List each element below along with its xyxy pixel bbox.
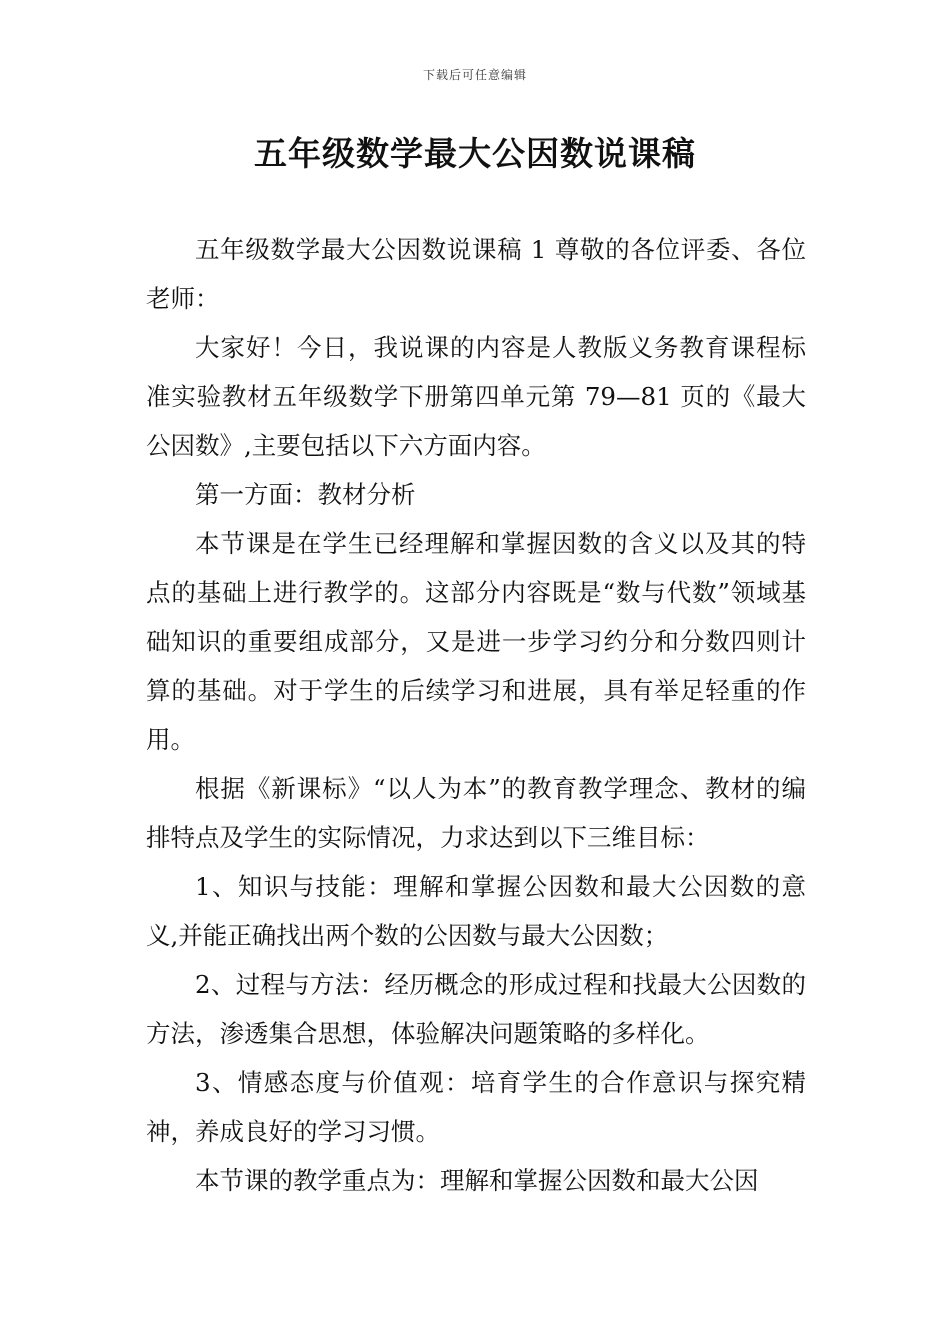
document-body <box>146 225 806 1205</box>
paragraph-goal-1: 1、知识与技能：理解和掌握公因数和最大公因数的意义,并能正确找出两个数的公因数与最大公因数； <box>146 872 806 950</box>
paragraph-goals-intro: 根据《新课标》“以人为本”的教育教学理念、教材的编排特点及学生的实际情况，力求达到以下三维目标： <box>146 774 806 852</box>
document-title: 五年级数学最大公因数说课稿 <box>254 134 696 173</box>
paragraph-goal-3: 3、情感态度与价值观：培育学生的合作意识与探究精神，养成良好的学习习惯。 <box>146 1068 806 1146</box>
paragraph-key-point: 本节课的教学重点为：理解和掌握公因数和最大公因 <box>195 1166 759 1195</box>
paragraph-intro: 大家好！今日，我说课的内容是人教版义务教育课程标准实验教材五年级数学下册第四单元第 79—81 页的《最大公因数》,主要包括以下六方面内容。 <box>146 333 806 460</box>
paragraph-goal-2: 2、过程与方法：经历概念的形成过程和找最大公因数的方法，渗透集合思想，体验解决问题策略的多样化。 <box>146 970 806 1048</box>
paragraph-section-heading: 第一方面：教材分析 <box>195 480 416 509</box>
paragraph-analysis: 本节课是在学生已经理解和掌握因数的含义以及其的特点的基础上进行教学的。这部分内容既是“数与代数”领域基础知识的重要组成部分，又是进一步学习约分和分数四则计算的基础。对于学生的后续学习和进展，具有举足轻重的作用。 <box>146 529 806 754</box>
header-note: 下载后可任意编辑 <box>422 68 527 82</box>
paragraph-greeting: 五年级数学最大公因数说课稿 1 尊敬的各位评委、各位老师： <box>146 235 806 313</box>
